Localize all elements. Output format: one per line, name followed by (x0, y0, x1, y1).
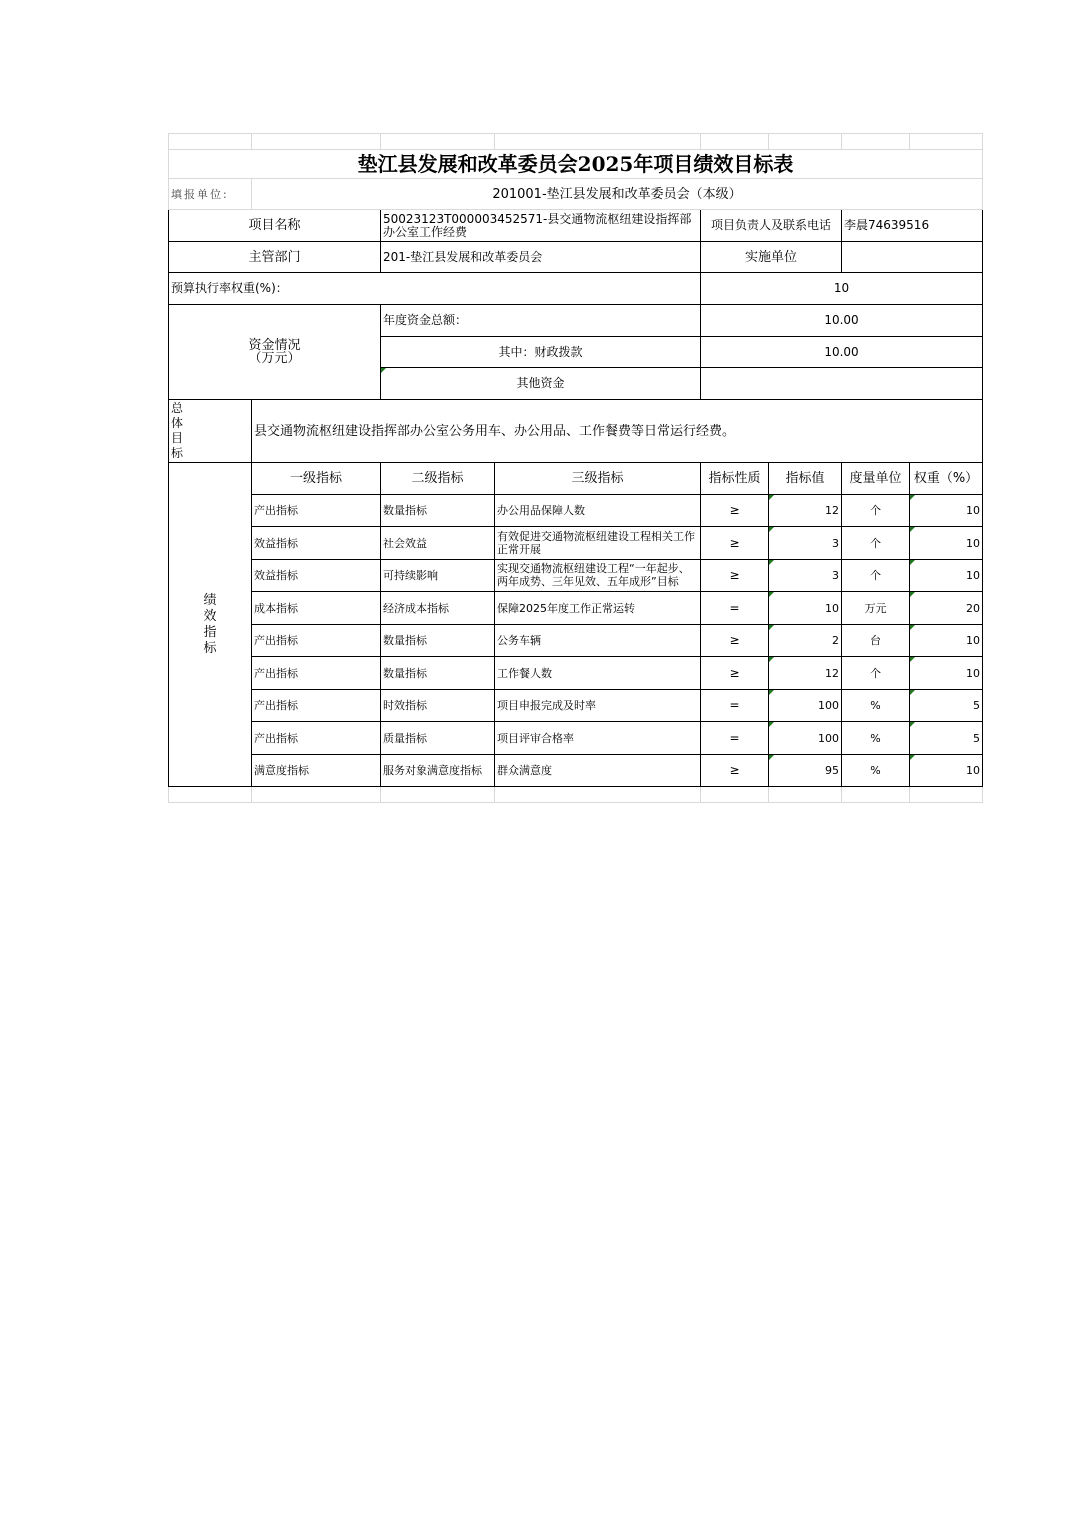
department-value: 201-垫江县发展和改革委员会 (381, 242, 701, 273)
level2-cell: 质量指标 (381, 722, 495, 755)
weight-cell: 10 (910, 560, 983, 592)
level3-cell: 项目申报完成及时率 (495, 690, 701, 722)
level1-cell: 产出指标 (252, 657, 381, 690)
level3-cell: 项目评审合格率 (495, 722, 701, 755)
header-level3: 三级指标 (495, 463, 701, 495)
value-cell: 95 (769, 755, 842, 787)
project-name-label: 项目名称 (169, 210, 381, 242)
level3-cell: 工作餐人数 (495, 657, 701, 690)
value-cell: 12 (769, 495, 842, 527)
level3-cell: 公务车辆 (495, 625, 701, 657)
indicator-char: 绩 (203, 592, 217, 608)
weight-cell: 10 (910, 527, 983, 560)
nature-cell: = (701, 592, 769, 625)
header-level2: 二级指标 (381, 463, 495, 495)
nature-cell: ≥ (701, 755, 769, 787)
department-label: 主管部门 (169, 242, 381, 273)
value-cell: 3 (769, 527, 842, 560)
weight-cell: 10 (910, 755, 983, 787)
level3-cell: 办公用品保障人数 (495, 495, 701, 527)
other-funds-value (701, 368, 983, 400)
level1-cell: 满意度指标 (252, 755, 381, 787)
nature-cell: ≥ (701, 527, 769, 560)
header-weight: 权重（%） (910, 463, 983, 495)
indicator-row (169, 755, 983, 787)
grid-row-top (169, 134, 983, 150)
nature-cell: ≥ (701, 625, 769, 657)
nature-cell: = (701, 722, 769, 755)
grid-row-bottom (169, 787, 983, 803)
unit-cell: 个 (842, 495, 910, 527)
value-cell: 2 (769, 625, 842, 657)
indicator-row (169, 657, 983, 690)
indicator-char: 效 (203, 608, 217, 624)
unit-cell: % (842, 722, 910, 755)
weight-cell: 20 (910, 592, 983, 625)
funds-label-line1: 资金情况 (248, 338, 301, 353)
goal-char: 体 (171, 416, 184, 430)
level2-cell: 经济成本指标 (381, 592, 495, 625)
project-owner-label: 项目负责人及联系电话 (701, 210, 842, 242)
level3-cell: 实现交通物流枢纽建设工程“一年起步、两年成势、三年见效、五年成形”目标 (495, 560, 701, 592)
header-unit: 度量单位 (842, 463, 910, 495)
implementing-unit-value (842, 242, 983, 273)
unit-cell: 个 (842, 527, 910, 560)
total-funds-value: 10.00 (701, 305, 983, 337)
unit-cell: 个 (842, 560, 910, 592)
level1-cell: 效益指标 (252, 560, 381, 592)
indicator-row (169, 690, 983, 722)
header-value: 指标值 (769, 463, 842, 495)
budget-weight-value: 10 (701, 273, 983, 305)
performance-table (168, 133, 983, 803)
fiscal-funds-label: 其中：财政拨款 (381, 337, 701, 368)
value-cell: 100 (769, 690, 842, 722)
level2-cell: 数量指标 (381, 495, 495, 527)
overall-goal-text: 县交通物流枢纽建设指挥部办公室公务用车、办公用品、工作餐费等日常运行经费。 (252, 400, 983, 463)
goal-char: 目 (171, 431, 184, 445)
level3-cell: 保障2025年度工作正常运转 (495, 592, 701, 625)
weight-cell: 5 (910, 690, 983, 722)
indicator-row (169, 527, 983, 560)
value-cell: 3 (769, 560, 842, 592)
indicator-row (169, 592, 983, 625)
level2-cell: 数量指标 (381, 657, 495, 690)
header-level1: 一级指标 (252, 463, 381, 495)
level2-cell: 服务对象满意度指标 (381, 755, 495, 787)
weight-cell: 10 (910, 495, 983, 527)
level1-cell: 产出指标 (252, 690, 381, 722)
nature-cell: = (701, 690, 769, 722)
filler-unit-label: 填报单位: (169, 179, 252, 210)
overall-goal-label (169, 400, 252, 463)
weight-cell: 10 (910, 657, 983, 690)
funds-label-line2: （万元） (248, 351, 301, 366)
funds-label (169, 305, 381, 400)
indicator-row (169, 495, 983, 527)
project-name-value: 50023123T000003452571-县交通物流枢纽建设指挥部办公室工作经费 (381, 210, 701, 242)
goal-char: 标 (171, 446, 184, 460)
unit-cell: 台 (842, 625, 910, 657)
goal-char: 总 (171, 401, 184, 415)
indicator-char: 标 (203, 640, 217, 656)
value-cell: 12 (769, 657, 842, 690)
unit-cell: % (842, 690, 910, 722)
level1-cell: 产出指标 (252, 722, 381, 755)
level3-cell: 群众满意度 (495, 755, 701, 787)
filler-unit-value: 201001-垫江县发展和改革委员会（本级） (252, 179, 983, 210)
nature-cell: ≥ (701, 560, 769, 592)
other-funds-label: 其他资金 (381, 368, 701, 400)
indicator-row (169, 625, 983, 657)
unit-cell: % (842, 755, 910, 787)
indicator-row (169, 560, 983, 592)
value-cell: 100 (769, 722, 842, 755)
project-owner-value: 李晨74639516 (842, 210, 983, 242)
fiscal-funds-value: 10.00 (701, 337, 983, 368)
level2-cell: 数量指标 (381, 625, 495, 657)
level3-cell: 有效促进交通物流枢纽建设工程相关工作正常开展 (495, 527, 701, 560)
indicator-row (169, 722, 983, 755)
page-title: 垫江县发展和改革委员会2025年项目绩效目标表 (169, 150, 983, 179)
total-funds-label: 年度资金总额： (381, 305, 701, 337)
implementing-unit-label: 实施单位 (701, 242, 842, 273)
weight-cell: 5 (910, 722, 983, 755)
unit-cell: 万元 (842, 592, 910, 625)
level1-cell: 产出指标 (252, 495, 381, 527)
level1-cell: 成本指标 (252, 592, 381, 625)
value-cell: 10 (769, 592, 842, 625)
budget-weight-label: 预算执行率权重(%)： (169, 273, 701, 305)
indicator-char: 指 (203, 624, 217, 640)
level2-cell: 时效指标 (381, 690, 495, 722)
nature-cell: ≥ (701, 657, 769, 690)
performance-sheet (168, 133, 982, 803)
indicators-label (169, 463, 252, 787)
level2-cell: 可持续影响 (381, 560, 495, 592)
level2-cell: 社会效益 (381, 527, 495, 560)
level1-cell: 效益指标 (252, 527, 381, 560)
weight-cell: 10 (910, 625, 983, 657)
level1-cell: 产出指标 (252, 625, 381, 657)
nature-cell: ≥ (701, 495, 769, 527)
unit-cell: 个 (842, 657, 910, 690)
header-nature: 指标性质 (701, 463, 769, 495)
